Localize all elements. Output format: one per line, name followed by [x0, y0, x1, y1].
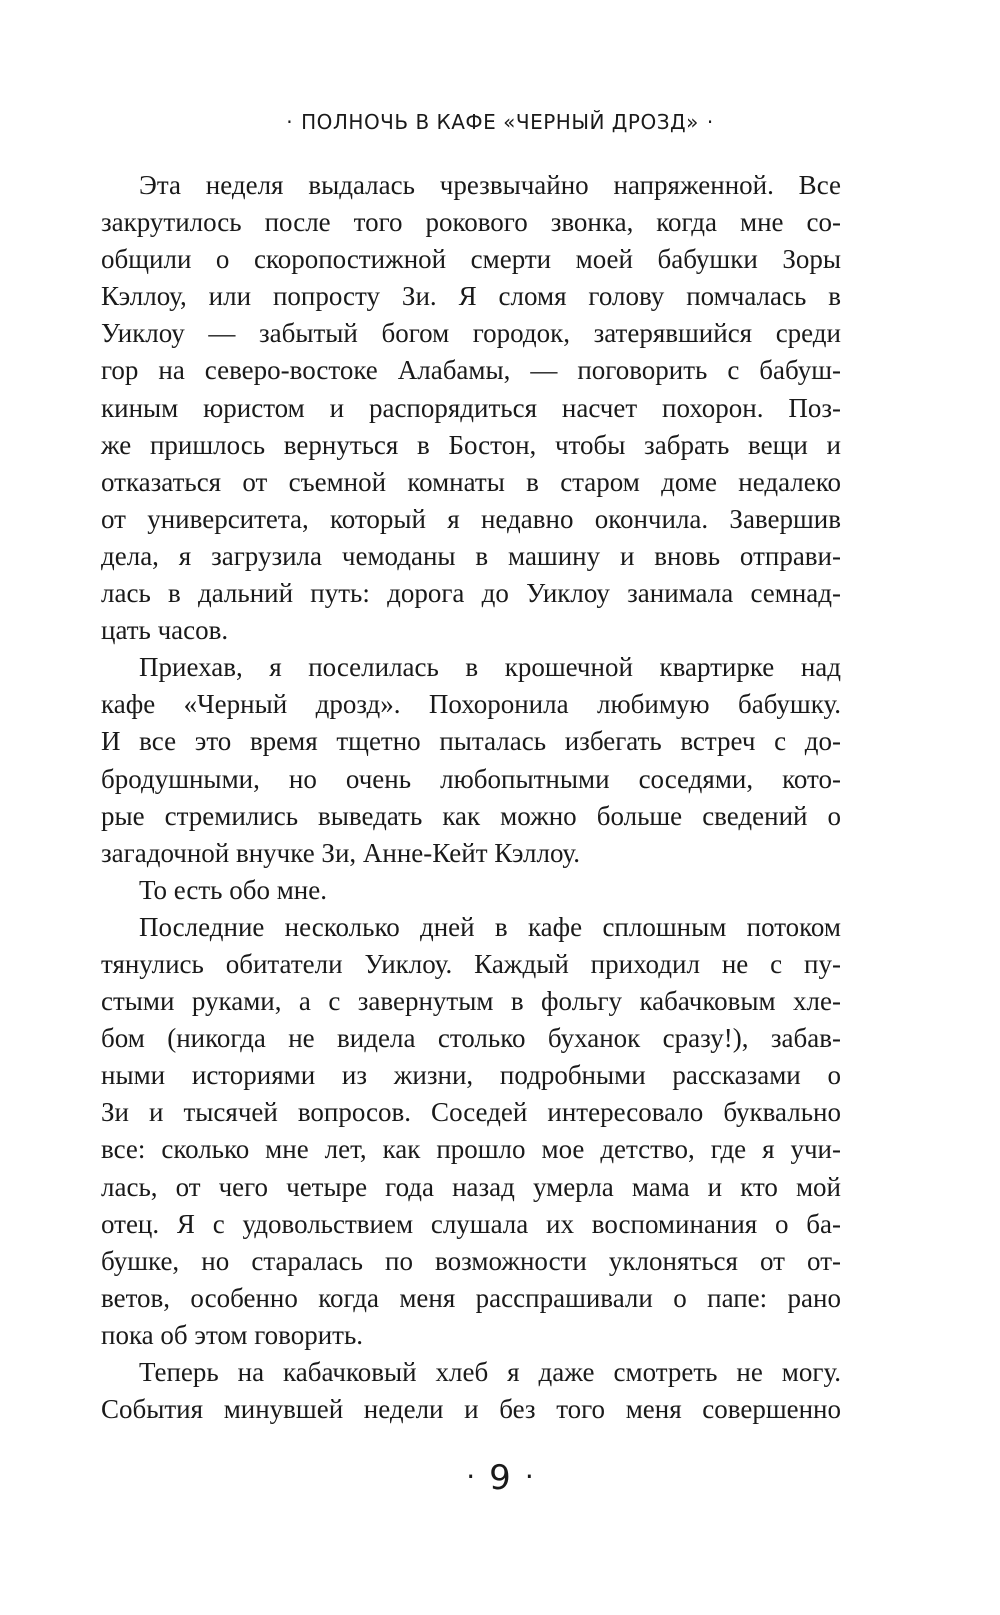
text-line: бушке, но старалась по возможности уклоняться от от- [101, 1245, 841, 1276]
text-line: Зи и тысячей вопросов. Соседей интересовало буквально [101, 1097, 841, 1128]
text-line: Последние несколько дней в кафе сплошным потоком [139, 911, 841, 942]
text-line: гор на северо-востоке Алабамы, — поговорить с бабуш- [101, 355, 841, 386]
text-line: закрутилось после того рокового звонка, когда мне со- [101, 207, 841, 238]
text-line: от университета, который я недавно окончила. Завершив [101, 503, 841, 534]
footer-dot-left: · [466, 1460, 476, 1493]
text-line: ветов, особенно когда меня расспрашивали о папе: рано [101, 1282, 841, 1313]
text-line: бродушными, но очень любопытными соседями, кото- [101, 763, 841, 794]
text-line: Теперь на кабачковый хлеб я даже смотреть не могу. [139, 1357, 841, 1387]
text-line: киным юристом и распорядиться насчет похорон. Поз- [101, 392, 841, 423]
text-line: цать часов. [101, 615, 229, 646]
text-line: кафе «Черный дрозд». Похоронила любимую бабушку. [101, 689, 841, 720]
body-text [101, 167, 841, 1428]
text-line: События минувшей недели и без того меня совершенно [101, 1394, 841, 1425]
text-line: Кэллоу, или попросту Зи. Я сломя голову помчалась в [101, 281, 841, 312]
paragraph [101, 167, 841, 649]
text-line: ными историями из жизни, подробными рассказами о [101, 1060, 841, 1091]
paragraph [101, 872, 841, 909]
page-number: 9 [489, 1458, 511, 1498]
running-head-title: ПОЛНОЧЬ В КАФЕ «ЧЕРНЫЙ ДРОЗД» [301, 110, 699, 134]
paragraph [101, 1354, 841, 1428]
text-line: И все это время тщетно пыталась избегать встреч с до- [101, 726, 841, 757]
page-number-footer [0, 1458, 1000, 1498]
text-line: отказаться от съемной комнаты в старом доме недалеко [101, 466, 841, 497]
text-line: тянулись обитатели Уиклоу. Каждый приходил не с пу- [101, 948, 841, 979]
text-line: загадочной внучке Зи, Анне-Кейт Кэллоу. [101, 837, 580, 868]
header-dot-right: · [706, 110, 714, 134]
footer-dot-right: · [524, 1460, 534, 1493]
text-line: все: сколько мне лет, как прошло мое детство, где я учи- [101, 1134, 841, 1165]
running-head [0, 110, 1000, 134]
text-line: Эта неделя выдалась чрезвычайно напряженной. Все [139, 170, 841, 200]
text-line: пока об этом говорить. [101, 1319, 364, 1350]
text-line: отец. Я с удовольствием слушала их воспоминания о ба- [101, 1208, 841, 1239]
text-line: То есть обо мне. [139, 874, 327, 905]
text-line: Уиклоу — забытый богом городок, затерявшийся среди [101, 318, 841, 349]
text-line: стыми руками, а с завернутым в фольгу кабачковым хле- [101, 986, 841, 1017]
header-dot-left: · [286, 110, 294, 134]
text-line: лась, от чего четыре года назад умерла мама и кто мой [101, 1171, 841, 1202]
text-line: Приехав, я поселилась в крошечной квартирке над [139, 652, 841, 683]
text-line: дела, я загрузила чемоданы в машину и вновь отправи- [101, 540, 841, 571]
text-line: рые стремились выведать как можно больше сведений о [101, 800, 841, 831]
text-line: лась в дальний путь: дорога до Уиклоу занимала семнад- [101, 578, 841, 609]
text-line: бом (никогда не видела столько буханок сразу!), забав- [101, 1023, 841, 1054]
text-line: же пришлось вернуться в Бостон, чтобы забрать вещи и [101, 429, 841, 460]
text-line: общили о скоропостижной смерти моей бабушки Зоры [101, 244, 841, 275]
paragraph [101, 909, 841, 1354]
paragraph [101, 649, 841, 872]
